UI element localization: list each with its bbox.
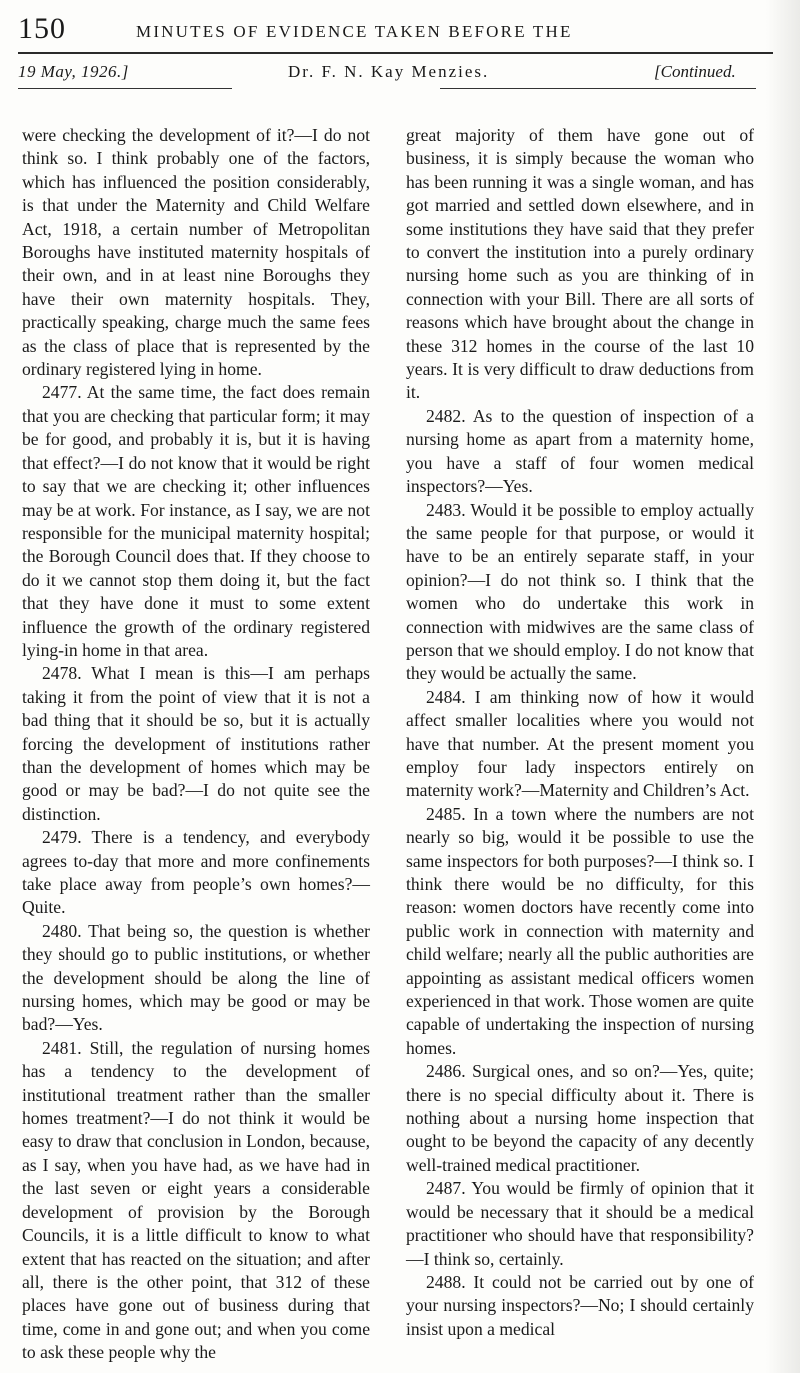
header-rule — [18, 52, 773, 54]
session-date: 19 May, 1926.] — [18, 62, 129, 81]
left-column — [22, 124, 370, 1365]
paragraph: 2482. As to the question of inspection of a nursing home as apart from a maternity home, you have a staff of four women medical inspectors?—Yes. — [406, 405, 754, 497]
paragraph: 2486. Surgical ones, and so on?—Yes, quite; there is no special difficulty about it. There is nothing about a nursing home inspection that ought to be beyond the capacity of any decently well-trained medical practitioner. — [406, 1061, 754, 1175]
subhead — [18, 62, 773, 88]
running-head — [18, 10, 778, 48]
paragraph: great majority of them have gone out of business, it is simply because the woman who has been running it was a single woman, and has got married and settled down elsewhere, and in some institutions they have said that they prefer to convert the institution into a purely ordinary nursing home such as you are thinking of in connection with your Bill. There are all sorts of reasons which have brought about the change in these 312 homes in the course of the last 10 years. It is very difficult to draw deductions from it. — [406, 125, 754, 403]
paragraph: 2483. Would it be possible to employ actually the same people for that purpose, or would it have to be an entirely separate staff, in your opinion?—I do not think so. I think that the women who do undertake this work in connection with midwives are the same class of person that we should employ. I do not know that they would be actually the same. — [406, 499, 754, 684]
paragraph: 2478. What I mean is this—I am perhaps taking it from the point of view that it is not a bad thing that it should be so, but it is actually forcing the development of institutions rather than the development of homes which may be good or may be bad?—I do not quite see the distinction. — [22, 663, 370, 824]
page-number: 150 — [18, 12, 66, 45]
paragraph: 2477. At the same time, the fact does remain that you are checking that particular form; it may be for good, and probably it is, but it is having that effect?—I do not know that it would be right to say that we are checking it; other influences may be at work. For instance, as I say, we are not responsible for the municipal maternity hospital; the Borough Council does that. If they choose to do it we cannot stop them doing it, but the fact that they have done it must to some extent influence the growth of the ordinary registered lying-in home in that area. — [22, 382, 370, 660]
paragraph: 2480. That being so, the question is whether they should go to public institutions, or whether the development should be along the line of nursing homes, which may be good or may be bad?—Yes. — [22, 920, 370, 1035]
paragraph: 2479. There is a tendency, and everybody agrees to-day that more and more confinements take place away from people’s own homes?—Quite. — [22, 827, 370, 918]
witness-name: Dr. F. N. Kay Menzies. — [288, 62, 490, 81]
paragraph: 2481. Still, the regulation of nursing homes has a tendency to the development of institutional treatment rather than the smaller homes treatment?—I do not think it would be easy to draw that conclusion in London, because, as I say, when you have had, as we have had in the last seven or eight years a considerable development of provision by the Borough Councils, it is a little difficult to know to what extent that has reacted on the situation; and after all, there is the other point, that 312 of these places have gone out of business during that time, come in and gone out; and when you come to ask these people why the — [22, 1037, 370, 1363]
page-edge-shadow — [766, 0, 800, 1373]
subhead-rule-right — [440, 88, 756, 89]
paragraph: 2488. It could not be carried out by one of your nursing inspectors?—No; I should certainly insist upon a medical — [406, 1271, 754, 1339]
right-column — [406, 124, 754, 1341]
paragraph: 2485. In a town where the numbers are not nearly so big, would it be possible to use the same inspectors for both purposes?—I think so. I think there would be no difficulty, for this reason: women doctors have recently come into public work in connection with maternity and child welfare; nearly all the public authorities are appointing as assistant medical officers women experienced in that work. Those women are quite capable of undertaking the inspection of nursing homes. — [406, 803, 754, 1058]
paragraph: 2484. I am thinking now of how it would affect smaller localities where you would not have that number. At the present moment you employ four lady inspectors entirely on maternity work?—Maternity and Children’s Act. — [406, 686, 754, 801]
paragraph: 2487. You would be firmly of opinion that it would be necessary that it should be a medical practitioner who should have that responsibility?—I think so, certainly. — [406, 1178, 754, 1269]
running-head-title: MINUTES OF EVIDENCE TAKEN BEFORE THE — [136, 22, 573, 41]
paragraph: were checking the development of it?—I do not think so. I think probably one of the factors, which has influenced the position considerably, is that under the Maternity and Child Welfare Act, 1918, a certain number of Metropolitan Boroughs have instituted maternity hospitals of their own, and in at least nine Boroughs they have their own maternity hospitals. They, practically speaking, charge much the same fees as the class of place that is represented by the ordinary registered lying in home. — [22, 125, 370, 380]
continued-label: [Continued. — [654, 62, 736, 81]
subhead-rule-left — [18, 88, 232, 89]
